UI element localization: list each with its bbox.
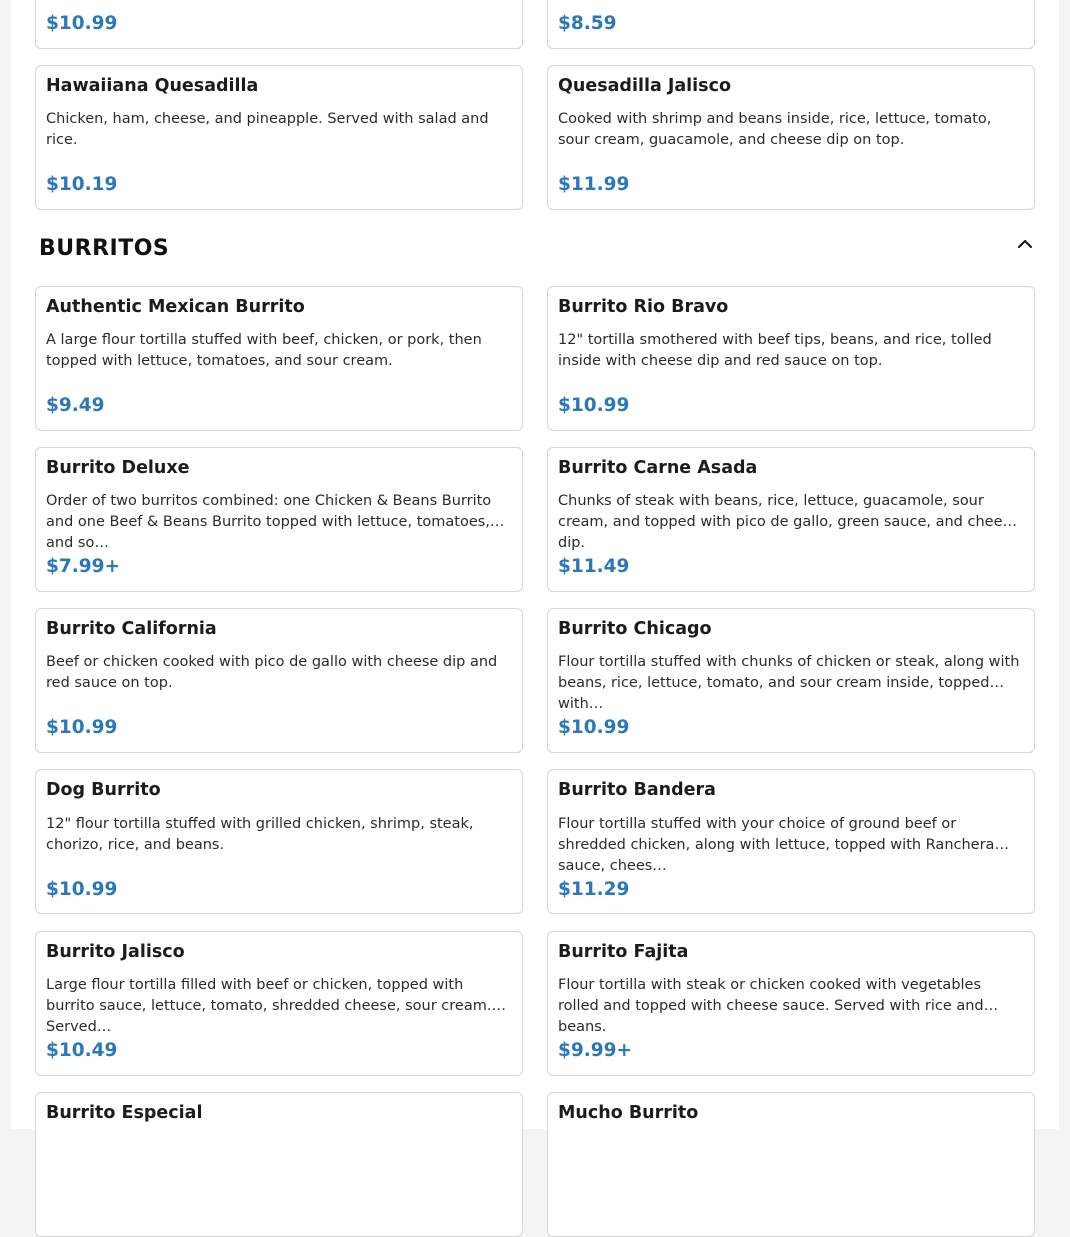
menu-item-price: $9.99+: [558, 1040, 633, 1061]
menu-item-name: Burrito Carne Asada: [558, 458, 758, 478]
menu-item-card[interactable]: [35, 65, 523, 210]
menu-item-name: Burrito Chicago: [558, 619, 712, 639]
menu-item-price: $7.99+: [46, 556, 121, 577]
menu-item-description: Large flour tortilla filled with beef or chicken, topped with burrito sauce, lettuce, tomato, shredded cheese, sour cream. Served…: [46, 977, 492, 1035]
chevron-up-icon[interactable]: [1015, 234, 1035, 254]
menu-item-card[interactable]: [35, 0, 523, 49]
menu-item-description: Flour tortilla with steak or chicken cooked with vegetables rolled and topped with cheese sauce. Served with rice and beans.: [558, 977, 984, 1035]
menu-item-price: $8.59: [558, 13, 617, 34]
menu-item-price: $10.49: [46, 1040, 118, 1061]
menu-item-name: Burrito Jalisco: [46, 942, 185, 962]
menu-item-name: Burrito Deluxe: [46, 458, 190, 478]
menu-item-price: $10.99: [558, 717, 630, 738]
menu-item-price: $10.99: [46, 879, 118, 900]
menu-item-name: Burrito Fajita: [558, 942, 689, 962]
menu-item-name: Hawaiiana Quesadilla: [46, 76, 259, 96]
menu-item-description: Flour tortilla stuffed with your choice of ground beef or shredded chicken, along with lettuce, topped with Ranchera sauce, chees…: [558, 816, 995, 874]
menu-item-card[interactable]: [547, 0, 1035, 49]
menu-item-description: Beef or chicken cooked with pico de gallo with cheese dip and red sauce on top.: [46, 654, 498, 691]
menu-item-card[interactable]: [547, 608, 1035, 753]
menu-item-description: A large flour tortilla stuffed with beef, chicken, or pork, then topped with lettuce, tomatoes, and sour cream.: [46, 332, 482, 369]
menu-item-description: Cooked with shrimp and beans inside, rice, lettuce, tomato, sour cream, guacamole, and cheese dip on top.: [558, 111, 992, 148]
menu-item-name: Burrito California: [46, 619, 217, 639]
menu-item-price: $10.99: [558, 395, 630, 416]
menu-item-card[interactable]: [547, 931, 1035, 1076]
menu-item-card[interactable]: [35, 286, 523, 431]
menu-item-name: Mucho Burrito: [558, 1103, 699, 1123]
menu-item-description: Flour tortilla stuffed with chunks of chicken or steak, along with beans, rice, lettuce, tomato, and sour cream inside, topped with…: [558, 654, 1020, 712]
menu-item-price: $9.49: [46, 395, 105, 416]
menu-item-description: Chunks of steak with beans, rice, lettuce, guacamole, sour cream, and topped with pico de gallo, green sauce, and cheese dip.: [558, 493, 1019, 551]
menu-item-price: $10.19: [46, 174, 118, 195]
section-title-burritos: BURRITOS: [39, 236, 170, 261]
menu-item-price: $10.99: [46, 717, 118, 738]
menu-item-description: Order of two burritos combined: one Chicken & Beans Burrito and one Beef & Beans Burrito topped with lettuce, tomatoes, and so…: [46, 493, 492, 551]
menu-item-card[interactable]: [35, 931, 523, 1076]
menu-item-name: Burrito Rio Bravo: [558, 297, 729, 317]
menu-item-name: Quesadilla Jalisco: [558, 76, 731, 96]
menu-item-price: $11.29: [558, 879, 630, 900]
menu-item-card[interactable]: [547, 769, 1035, 914]
menu-item-name: Burrito Bandera: [558, 780, 716, 800]
menu-item-description: Chicken, ham, cheese, and pineapple. Served with salad and rice.: [46, 111, 489, 148]
menu-item-card[interactable]: [547, 447, 1035, 592]
menu-item-name: Dog Burrito: [46, 780, 161, 800]
menu-page: [11, 0, 1059, 1129]
menu-item-description: 12" tortilla smothered with beef tips, beans, and rice, tolled inside with cheese dip and red sauce on top.: [558, 332, 992, 369]
menu-item-card[interactable]: [547, 286, 1035, 431]
menu-item-price: $10.99: [46, 13, 118, 34]
menu-item-card[interactable]: [35, 1092, 523, 1237]
menu-item-card[interactable]: [547, 1092, 1035, 1237]
menu-item-price: $11.49: [558, 556, 630, 577]
menu-item-card[interactable]: [35, 447, 523, 592]
menu-item-description: 12" flour tortilla stuffed with grilled chicken, shrimp, steak, chorizo, rice, and beans.: [46, 816, 474, 853]
menu-item-price: $11.99: [558, 174, 630, 195]
menu-item-card[interactable]: [35, 769, 523, 914]
menu-item-card[interactable]: [35, 608, 523, 753]
menu-item-name: Burrito Especial: [46, 1103, 203, 1123]
menu-item-card[interactable]: [547, 65, 1035, 210]
menu-item-name: Authentic Mexican Burrito: [46, 297, 305, 317]
